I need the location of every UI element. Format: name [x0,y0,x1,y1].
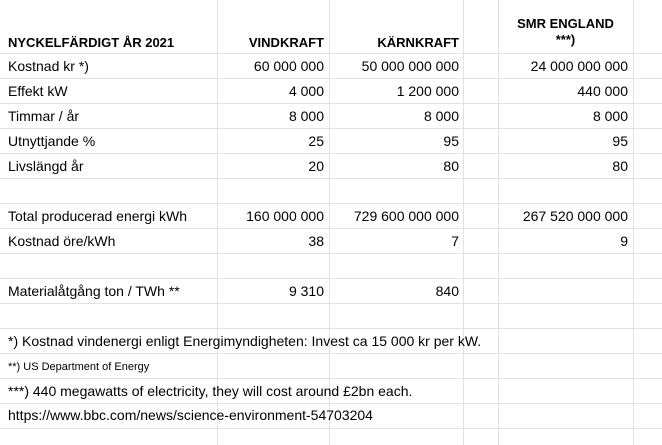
footnote-energimyndigheten: *) Kostnad vindenergi enligt Energimyndigheten: Invest ca 15 000 kr per kW. [8,333,482,349]
vindkraft-value: 20 [308,158,324,174]
karnkraft-value: 80 [443,158,459,174]
grid-row-line [0,178,662,179]
karnkraft-value: 840 [435,283,459,299]
grid-row-line [0,53,662,54]
karnkraft-value: 50 000 000 000 [361,58,459,74]
vindkraft-value: 4 000 [288,83,324,99]
smr-value: 440 000 [577,83,628,99]
grid-row-line [0,203,662,204]
karnkraft-value: 729 600 000 000 [353,208,459,224]
footnote-smr-cost: ***) 440 megawatts of electricity, they will cost around £2bn each. [8,383,413,399]
karnkraft-value: 7 [451,233,459,249]
vindkraft-value: 25 [308,133,324,149]
vindkraft-value: 9 310 [288,283,324,299]
header-cell-vindkraft: VINDKRAFT [248,35,324,50]
smr-value: 95 [612,133,628,149]
row-label: Materialåtgång ton / TWh ** [8,283,180,299]
vindkraft-value: 8 000 [288,108,324,124]
vindkraft-value: 60 000 000 [253,58,324,74]
grid-row-line [0,278,662,279]
header-cell-karnkraft: KÄRNKRAFT [377,35,459,50]
row-label: Livslängd år [8,158,84,174]
header-cell-smr-footnote: ***) [555,32,576,47]
grid-row-line [0,353,662,354]
grid-row-line [0,253,662,254]
row-label: Timmar / år [8,108,80,124]
row-label: Kostnad öre/kWh [8,233,116,249]
header-cell-nyckelfardigt: NYCKELFÄRDIGT ÅR 2021 [8,35,175,50]
smr-value: 267 520 000 000 [522,208,628,224]
grid-row-line [0,128,662,129]
smr-value: 24 000 000 000 [530,58,628,74]
header-cell-smr-england: SMR ENGLAND [517,16,614,31]
source-link[interactable]: https://www.bbc.com/news/science-environment-54703204 [8,407,373,423]
row-label: Kostnad kr *) [8,58,89,74]
row-label: Total producerad energi kWh [8,208,187,224]
grid-row-line [0,328,662,329]
karnkraft-value: 95 [443,133,459,149]
smr-value: 8 000 [592,108,628,124]
karnkraft-value: 8 000 [423,108,459,124]
grid-row-line [0,103,662,104]
vindkraft-value: 38 [308,233,324,249]
grid-row-line [0,378,662,379]
grid-row-line [0,428,662,429]
smr-value: 9 [620,233,628,249]
footnote-us-doe: **) US Department of Energy [8,361,150,373]
grid-row-line [0,228,662,229]
grid-row-line [0,78,662,79]
row-label: Utnyttjande % [8,133,96,149]
grid-row-line [0,403,662,404]
smr-value: 80 [612,158,628,174]
karnkraft-value: 1 200 000 [396,83,459,99]
grid-row-line [0,153,662,154]
grid-row-line [0,303,662,304]
row-label: Effekt kW [8,83,68,99]
vindkraft-value: 160 000 000 [246,208,324,224]
